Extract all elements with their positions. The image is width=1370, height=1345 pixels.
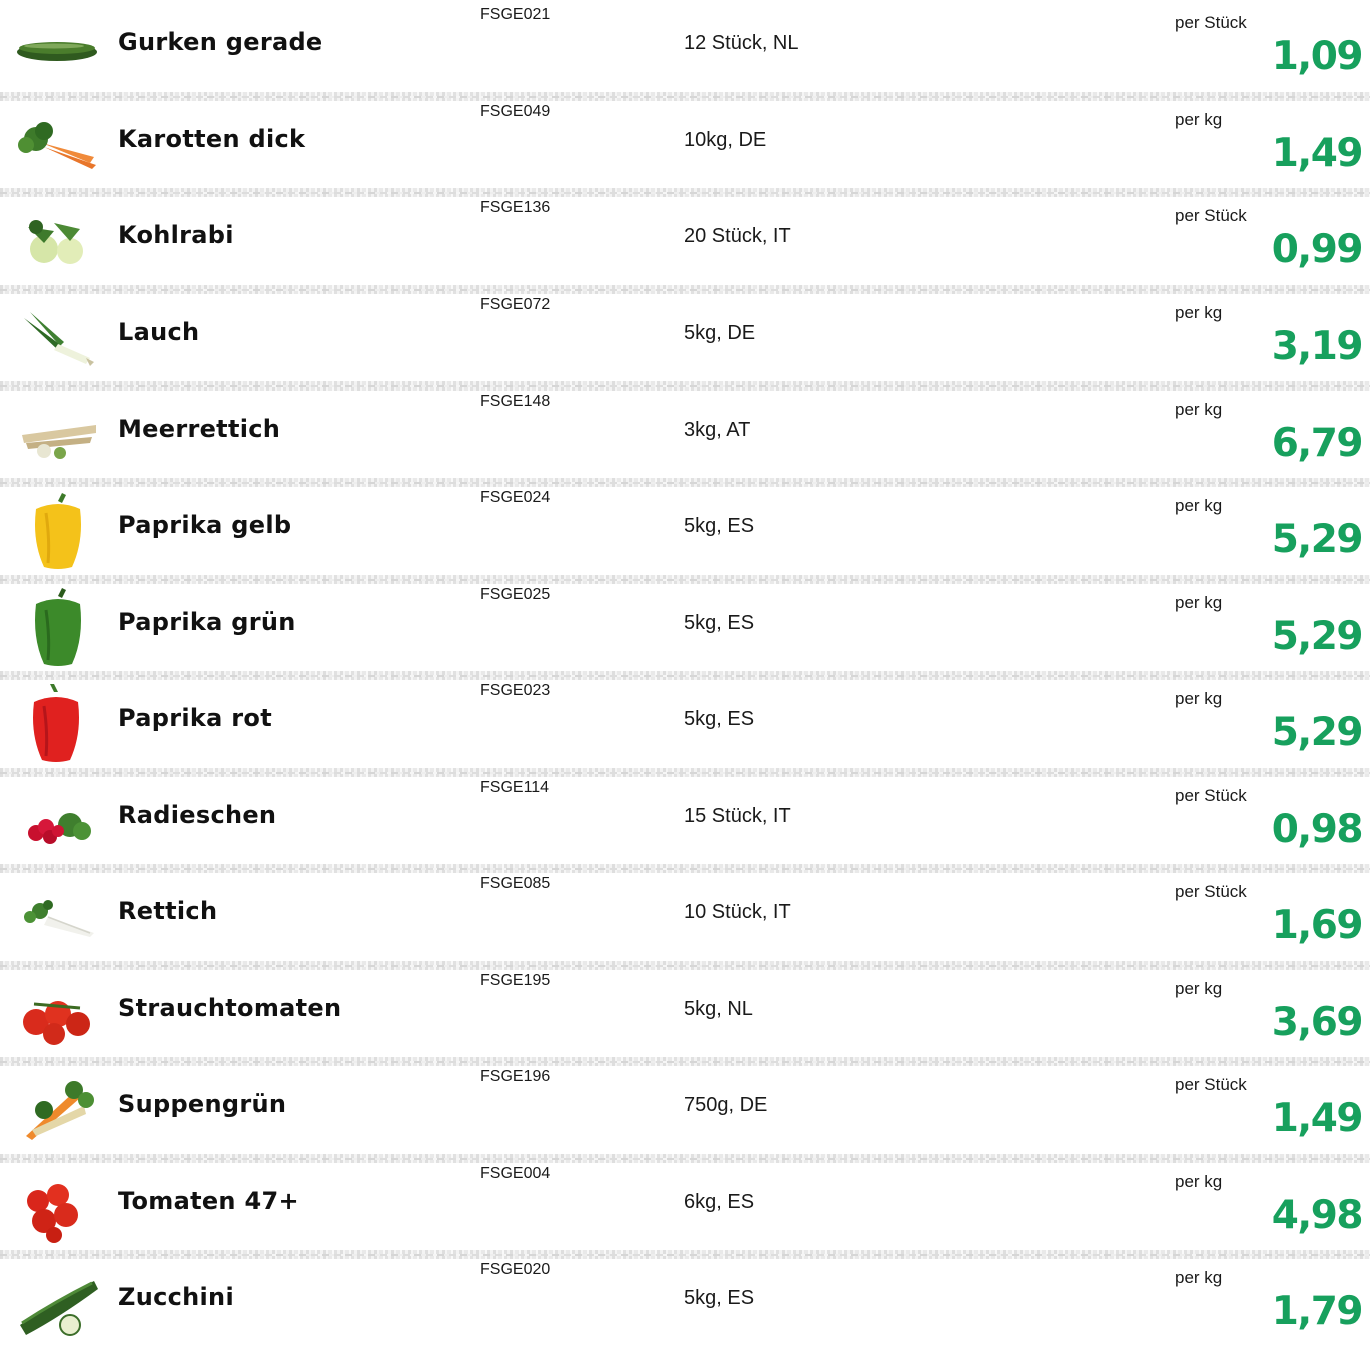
product-row[interactable] (0, 101, 1370, 187)
product-row[interactable] (0, 197, 1370, 283)
product-name: Radieschen (118, 801, 277, 829)
product-price: 5,29 (1271, 710, 1362, 755)
product-row[interactable] (0, 873, 1370, 959)
product-pack: 6kg, ES (684, 1191, 755, 1213)
product-code: FSGE196 (480, 1068, 551, 1085)
product-code: FSGE004 (480, 1165, 551, 1182)
red-pepper-icon (14, 684, 100, 762)
product-name: Tomaten 47+ (118, 1187, 299, 1215)
product-pack: 750g, DE (684, 1094, 768, 1116)
product-code: FSGE072 (480, 296, 551, 313)
product-code: FSGE021 (480, 6, 551, 23)
product-name: Lauch (118, 318, 200, 346)
product-name: Paprika gelb (118, 511, 292, 539)
product-row[interactable] (0, 584, 1370, 670)
product-code: FSGE020 (480, 1261, 551, 1278)
product-row[interactable] (0, 1259, 1370, 1345)
product-code: FSGE148 (480, 393, 551, 410)
product-unit: per Stück (1175, 13, 1247, 32)
yellow-pepper-icon (14, 491, 100, 569)
product-price: 0,99 (1271, 227, 1362, 272)
product-code: FSGE085 (480, 875, 551, 892)
product-name: Gurken gerade (118, 28, 323, 56)
product-row[interactable] (0, 970, 1370, 1056)
tomatoes-icon (14, 1167, 100, 1245)
product-row[interactable] (0, 4, 1370, 90)
product-row[interactable] (0, 680, 1370, 766)
row-divider (0, 381, 1370, 391)
product-row[interactable] (0, 487, 1370, 573)
cucumber-icon (14, 8, 100, 86)
product-unit: per kg (1175, 1172, 1223, 1191)
product-pack: 5kg, ES (684, 708, 755, 730)
product-pack: 10kg, DE (684, 129, 767, 151)
soup-greens-icon (14, 1070, 100, 1148)
kohlrabi-icon (14, 201, 100, 279)
product-unit: per Stück (1175, 786, 1247, 805)
green-pepper-icon (14, 588, 100, 666)
product-unit: per kg (1175, 593, 1223, 612)
product-price: 5,29 (1271, 517, 1362, 562)
product-pack: 5kg, ES (684, 515, 755, 537)
leek-icon (14, 298, 100, 376)
product-name: Rettich (118, 897, 218, 925)
product-code: FSGE024 (480, 489, 551, 506)
product-code: FSGE023 (480, 682, 551, 699)
product-pack: 3kg, AT (684, 419, 751, 441)
horseradish-icon (14, 395, 100, 473)
product-unit: per kg (1175, 689, 1223, 708)
product-unit: per kg (1175, 979, 1223, 998)
product-name: Karotten dick (118, 125, 306, 153)
product-name: Paprika grün (118, 608, 296, 636)
product-name: Strauchtomaten (118, 994, 342, 1022)
product-price: 3,19 (1271, 324, 1362, 369)
product-unit: per kg (1175, 1268, 1223, 1287)
product-price: 4,98 (1271, 1193, 1362, 1238)
radish-icon (14, 781, 100, 859)
product-price: 1,09 (1271, 34, 1362, 79)
product-name: Zucchini (118, 1283, 234, 1311)
product-name: Meerrettich (118, 415, 281, 443)
product-row[interactable] (0, 1163, 1370, 1249)
product-price: 1,69 (1271, 903, 1362, 948)
product-code: FSGE136 (480, 199, 551, 216)
carrot-icon (14, 105, 100, 183)
product-price: 5,29 (1271, 614, 1362, 659)
product-price: 1,49 (1271, 131, 1362, 176)
product-unit: per Stück (1175, 1075, 1247, 1094)
product-name: Suppengrün (118, 1090, 287, 1118)
product-price: 1,79 (1271, 1289, 1362, 1334)
product-row[interactable] (0, 391, 1370, 477)
product-name: Paprika rot (118, 704, 272, 732)
product-row[interactable] (0, 1066, 1370, 1152)
product-pack: 5kg, DE (684, 322, 756, 344)
product-row[interactable] (0, 777, 1370, 863)
product-code: FSGE195 (480, 972, 551, 989)
white-radish-icon (14, 877, 100, 955)
product-price: 3,69 (1271, 1000, 1362, 1045)
product-pack: 5kg, ES (684, 612, 755, 634)
product-pack: 20 Stück, IT (684, 225, 791, 247)
product-price: 1,49 (1271, 1096, 1362, 1141)
product-unit: per Stück (1175, 882, 1247, 901)
vine-tomatoes-icon (14, 974, 100, 1052)
zucchini-icon (14, 1263, 100, 1341)
product-pack: 10 Stück, IT (684, 901, 791, 923)
product-unit: per kg (1175, 303, 1223, 322)
product-pack: 15 Stück, IT (684, 805, 791, 827)
product-row[interactable] (0, 294, 1370, 380)
product-code: FSGE025 (480, 586, 551, 603)
product-code: FSGE114 (480, 779, 550, 796)
product-unit: per kg (1175, 400, 1223, 419)
product-unit: per Stück (1175, 206, 1247, 225)
product-unit: per kg (1175, 110, 1223, 129)
product-unit: per kg (1175, 496, 1223, 515)
product-price: 6,79 (1271, 421, 1362, 466)
product-code: FSGE049 (480, 103, 551, 120)
product-pack: 5kg, ES (684, 1287, 755, 1309)
product-price: 0,98 (1271, 807, 1362, 852)
product-pack: 5kg, NL (684, 998, 753, 1020)
product-pack: 12 Stück, NL (684, 32, 799, 54)
product-name: Kohlrabi (118, 221, 234, 249)
